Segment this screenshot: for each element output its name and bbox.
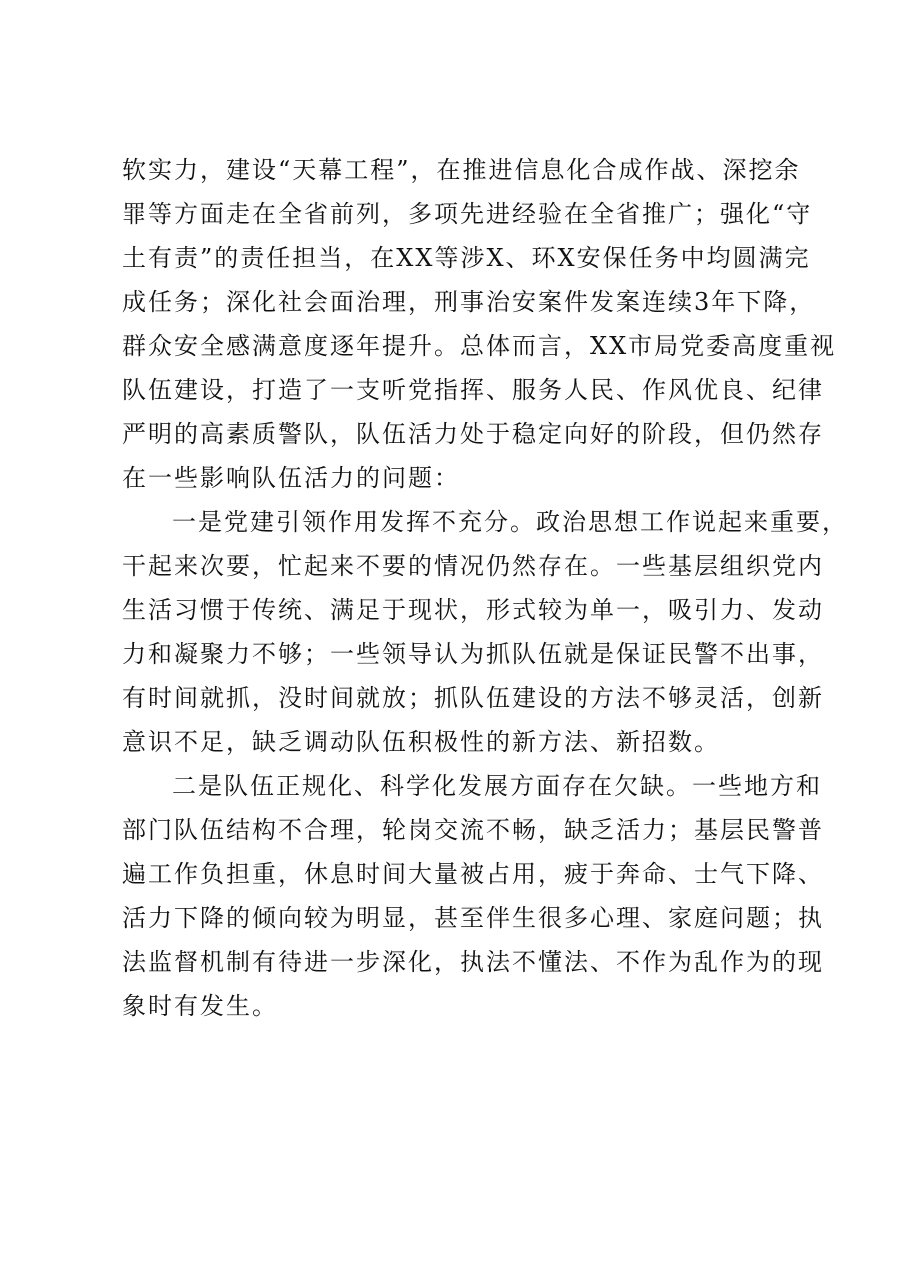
text-line: 有时间就抓，没时间就放；抓队伍建设的方法不够灵活，创新 <box>122 684 824 712</box>
paragraph-2 <box>122 500 848 764</box>
text-line: 力和凝聚力不够；一些领导认为抓队伍就是保证民警不出事， <box>122 640 824 668</box>
text-line: 干起来次要，忙起来不要的情况仍然存在。一些基层组织党内 <box>122 552 824 580</box>
text-line: 二是队伍正规化、科学化发展方面存在欠缺。一些地方和 <box>172 772 822 800</box>
text-line: 法监督机制有待进一步深化，执法不懂法、不作为乱作为的现 <box>122 948 824 976</box>
text-line: 在一些影响队伍活力的问题： <box>122 464 460 492</box>
document-body <box>122 148 848 1028</box>
text-line: 软实力，建设“天幕工程”，在推进信息化合成作战、深挖余 <box>122 156 801 184</box>
text-line: 严明的高素质警队，队伍活力处于稳定向好的阶段，但仍然存 <box>122 420 824 448</box>
text-line: 土有责”的责任担当，在XX等涉X、环X安保任务中均圆满完 <box>122 244 811 272</box>
text-line: 活力下降的倾向较为明显，甚至伴生很多心理、家庭问题；执 <box>122 904 824 932</box>
text-line: 部门队伍结构不合理，轮岗交流不畅，缺乏活力；基层民警普 <box>122 816 824 844</box>
paragraph-1 <box>122 148 837 500</box>
text-line: 罪等方面走在全省前列，多项先进经验在全省推广；强化“守 <box>122 200 813 228</box>
text-line: 生活习惯于传统、满足于现状，形式较为单一，吸引力、发动 <box>122 596 824 624</box>
text-line: 意识不足，缺乏调动队伍积极性的新方法、新招数。 <box>122 728 720 756</box>
text-line: 群众安全感满意度逐年提升。总体而言，XX市局党委高度重视 <box>122 332 837 360</box>
text-line: 成任务；深化社会面治理，刑事治安案件发案连续3年下降， <box>122 288 816 316</box>
text-line: 象时有发生。 <box>122 992 278 1020</box>
text-line: 队伍建设，打造了一支听党指挥、服务人民、作风优良、纪律 <box>122 376 824 404</box>
text-line: 一是党建引领作用发挥不充分。政治思想工作说起来重要， <box>172 508 848 536</box>
paragraph-3 <box>122 764 824 1028</box>
text-line: 遍工作负担重，休息时间大量被占用，疲于奔命、士气下降、 <box>122 860 824 888</box>
